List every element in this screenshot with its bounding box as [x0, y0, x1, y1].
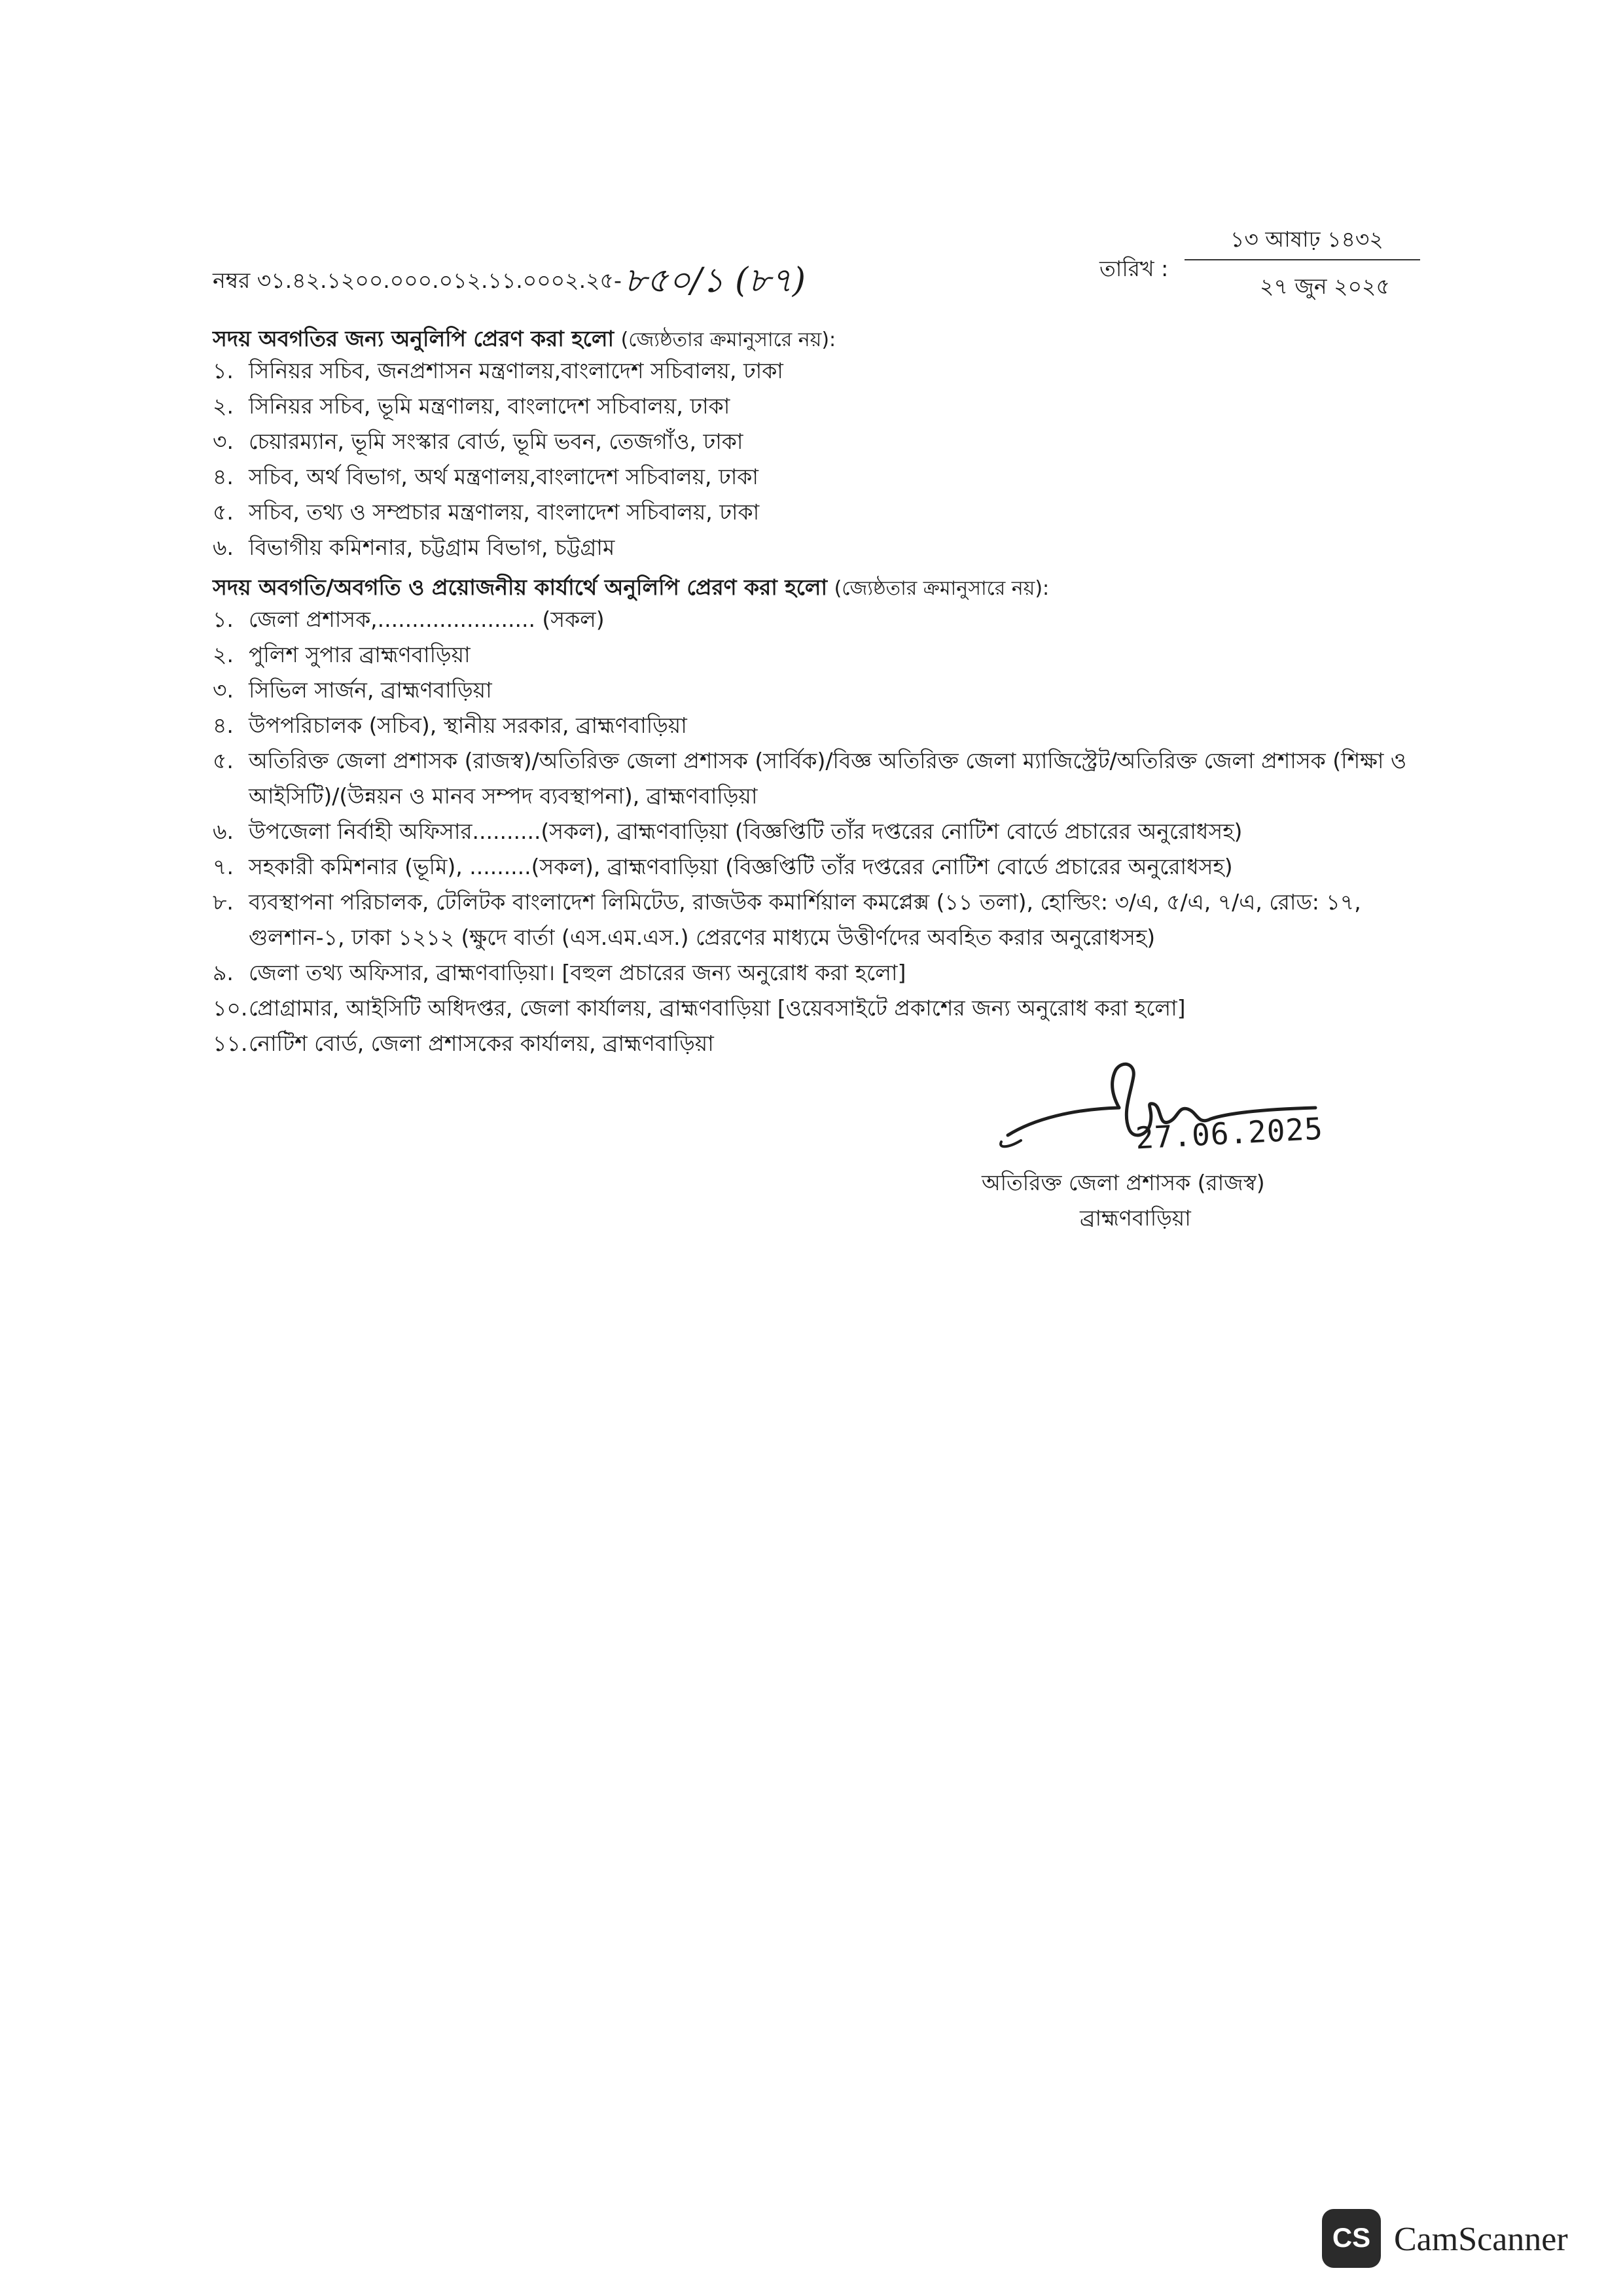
section2-heading-note: (জ্যেষ্ঠতার ক্রমানুসারে নয়): — [834, 577, 1050, 600]
list-item-number: ৭. — [213, 854, 234, 879]
signatory-title: অতিরিক্ত জেলা প্রশাসক (রাজস্ব) — [982, 1170, 1265, 1195]
camscanner-badge-text: CS — [1332, 2222, 1371, 2253]
list-item-text: পুলিশ সুপার ব্রাহ্মণবাড়িয়া — [249, 642, 471, 667]
list-item — [213, 637, 1410, 673]
list-item-number: ১. — [213, 607, 234, 632]
list-item-text: চেয়ারম্যান, ভূমি সংস্কার বোর্ড, ভূমি ভবন, তেজগাঁও, ঢাকা — [249, 429, 743, 454]
date-bangla: ১৩ আষাঢ় ১৪৩২ — [1230, 226, 1383, 252]
list-item-text: সিনিয়র সচিব, ভূমি মন্ত্রণালয়, বাংলাদেশ সচিবালয়, ঢাকা — [249, 393, 730, 419]
list-item-text: উপজেলা নির্বাহী অফিসার..........(সকল), ব্রাহ্মণবাড়িয়া (বিজ্ঞপ্তিটি তাঁর দপ্তরের নোটিশ বোর্ডে প্রচারের অনুরোধসহ) — [249, 819, 1243, 844]
list-item-number: ৯. — [213, 960, 234, 985]
list-item-number: ৬. — [213, 819, 234, 844]
list-item-text: বিভাগীয় কমিশনার, চট্টগ্রাম বিভাগ, চট্টগ্রাম — [249, 535, 615, 560]
list-item — [213, 1026, 1410, 1061]
section2-list — [213, 602, 1410, 1061]
list-item — [213, 743, 1410, 814]
list-item-number: ৪. — [213, 464, 234, 489]
list-item-number: ১১. — [213, 1031, 248, 1056]
list-item-text: প্রোগ্রামার, আইসিটি অধিদপ্তর, জেলা কার্যালয়, ব্রাহ্মণবাড়িয়া [ওয়েবসাইটে প্রকাশের জন্য অনুরোধ করা হলো] — [249, 995, 1186, 1021]
memo-number-text: নম্বর ৩১.৪২.১২০০.০০০.০১২.১১.০০০২.২৫- — [213, 268, 622, 293]
list-item-text: সিভিল সার্জন, ব্রাহ্মণবাড়িয়া — [249, 677, 492, 703]
list-item-number: ২. — [213, 642, 234, 667]
list-item-text: জেলা প্রশাসক,....................... (সকল) — [249, 607, 605, 632]
list-item-number: ৩. — [213, 429, 234, 454]
list-item-text: ব্যবস্থাপনা পরিচালক, টেলিটক বাংলাদেশ লিমিটেড, রাজউক কমার্শিয়াল কমপ্লেক্স (১১ তলা), হোল্ডিং: ৩/এ, ৫/এ, ৭/এ, রোড: ১৭, গুলশান-১, ঢাকা ১২১২ (ক্ষুদে বার্তা (এস.এম.এস.) প্রেরণের মাধ্যমে উত্তীর্ণদের অবহিত করার অনুরোধসহ) — [249, 889, 1361, 950]
list-item — [213, 389, 1391, 424]
list-item-text: সচিব, অর্থ বিভাগ, অর্থ মন্ত্রণালয়,বাংলাদেশ সচিবালয়, ঢাকা — [249, 464, 758, 489]
list-item — [213, 885, 1410, 955]
signature-date: 27.06.2025 — [1134, 1110, 1325, 1156]
section1-list — [213, 353, 1391, 565]
list-item — [213, 673, 1410, 708]
section1-heading-text: সদয় অবগতির জন্য অনুলিপি প্রেরণ করা হলো — [213, 326, 615, 351]
list-item-text: সহকারী কমিশনার (ভূমি), .........(সকল), ব্রাহ্মণবাড়িয়া (বিজ্ঞপ্তিটি তাঁর দপ্তরের নোটিশ বোর্ডে প্রচারের অনুরোধসহ) — [249, 854, 1233, 879]
list-item — [213, 530, 1391, 565]
list-item — [213, 495, 1391, 530]
list-item — [213, 814, 1410, 849]
list-item-text: নোটিশ বোর্ড, জেলা প্রশাসকের কার্যালয়, ব্রাহ্মণবাড়িয়া — [249, 1031, 714, 1056]
list-item — [213, 353, 1391, 389]
date-label: তারিখ : — [1099, 256, 1169, 281]
memo-number-handwritten: ৮৫০/১ (৮৭) — [624, 261, 806, 300]
signatory-place: ব্রাহ্মণবাড়িয়া — [1080, 1205, 1191, 1231]
list-item-number: ১০. — [213, 995, 248, 1021]
list-item — [213, 955, 1410, 991]
list-item-number: ৬. — [213, 535, 234, 560]
list-item-text: সচিব, তথ্য ও সম্প্রচার মন্ত্রণালয়, বাংলাদেশ সচিবালয়, ঢাকা — [249, 499, 760, 525]
list-item — [213, 602, 1410, 637]
date-divider — [1185, 259, 1420, 260]
section2-heading-text: সদয় অবগতি/অবগতি ও প্রয়োজনীয় কার্যার্থে অনুলিপি প্রেরণ করা হলো — [213, 574, 828, 600]
list-item-number: ৩. — [213, 677, 234, 703]
list-item-text: সিনিয়র সচিব, জনপ্রশাসন মন্ত্রণালয়,বাংলাদেশ সচিবালয়, ঢাকা — [249, 358, 783, 383]
list-item-text: জেলা তথ্য অফিসার, ব্রাহ্মণবাড়িয়া। [বহুল প্রচারের জন্য অনুরোধ করা হলো] — [249, 960, 906, 985]
memo-number — [213, 254, 806, 311]
list-item-number: ৪. — [213, 713, 234, 738]
camscanner-brand: CamScanner — [1394, 2221, 1568, 2258]
list-item — [213, 991, 1410, 1026]
camscanner-logo-icon — [1322, 2209, 1381, 2268]
list-item-text: উপপরিচালক (সচিব), স্থানীয় সরকার, ব্রাহ্মণবাড়িয়া — [249, 713, 687, 738]
list-item — [213, 708, 1410, 743]
section1-heading-note: (জ্যেষ্ঠতার ক্রমানুসারে নয়): — [620, 328, 836, 351]
list-item-number: ৫. — [213, 748, 234, 773]
list-item — [213, 459, 1391, 495]
list-item-number: ১. — [213, 358, 234, 383]
list-item — [213, 849, 1410, 885]
list-item-number: ৮. — [213, 889, 234, 915]
list-item-text: অতিরিক্ত জেলা প্রশাসক (রাজস্ব)/অতিরিক্ত জেলা প্রশাসক (সার্বিক)/বিজ্ঞ অতিরিক্ত জেলা ম্যাজিস্ট্রেট/অতিরিক্ত জেলা প্রশাসক (শিক্ষা ও আইসিটি)/(উন্নয়ন ও মানব সম্পদ ব্যবস্থাপনা), ব্রাহ্মণবাড়িয়া — [249, 748, 1407, 809]
list-item — [213, 424, 1391, 459]
list-item-number: ৫. — [213, 499, 234, 525]
date-english: ২৭ জুন ২০২৫ — [1260, 274, 1390, 299]
list-item-number: ২. — [213, 393, 234, 419]
